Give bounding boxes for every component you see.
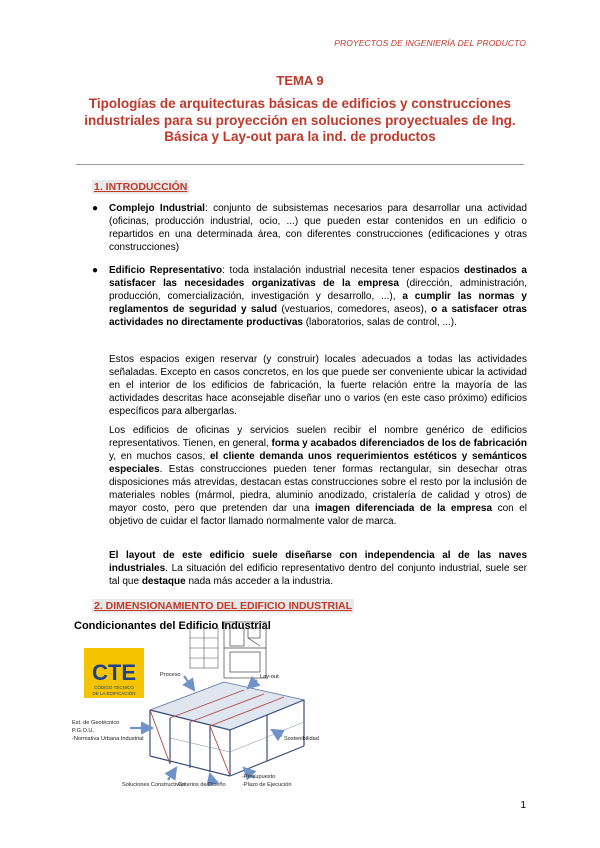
bold-span: el cliente demanda unos requerimientos estéticos y semánticos especiales: [109, 451, 527, 475]
bold-span: destinados a satisfacer las necesidades organizativas de la empresa: [109, 265, 527, 289]
cte-logo-subtitle: CÓDIGO TÉCNICO: [94, 685, 134, 690]
layout-floorplan: [224, 622, 266, 678]
section-heading-introduccion: 1. INTRODUCCIÓN: [94, 181, 188, 193]
label-presupuesto: -Presupuesto: [242, 774, 276, 780]
text-span: . Estas construcciones pueden tener formas rectangular, sin desechar otras disposiciones más atrevidas, destacan estas construcciones sobre el resto por la inclusión de materiales nobles (mármol, piedra, aluminio anodizado, cristalería de calidad y otros) de mayor costo, pero que pretenden dar una: [109, 464, 527, 514]
label-soluciones-constructivas: Soluciones Constructivas: [122, 782, 185, 788]
text-span: nada más acceder a la industria.: [185, 576, 334, 587]
paragraph-layout: [109, 549, 527, 588]
term-edificio-representativo: Edificio Representativo: [109, 265, 223, 276]
text-span: Los edificios de oficinas y servicios suelen recibir el nombre genérico de edificios representativos. Tienen, en general,: [109, 425, 527, 449]
bold-span: imagen diferenciada de la empresa: [314, 503, 493, 514]
bullet-marker: ●: [92, 203, 99, 214]
tema-heading: TEMA 9: [276, 73, 324, 88]
page-number: 1: [520, 800, 526, 811]
paragraph-espacios: Estos espacios exigen reservar (y construir) locales adecuados a todas las actividades señaladas. Excepto en casos concretos, en los que puede ser conveniente ubicar la actividad en el interior de los edificios de fabricación, la fuerte relación entre la mayoría de las actividades descritas hace aconsejable diseñar uno o varios (en este caso próximo) edificios específicos para albergarlas.: [109, 354, 527, 417]
section-heading-dimensionamiento: 2. DIMENSIONAMIENTO DEL EDIFICIO INDUSTRIAL: [94, 600, 353, 612]
text-span: con el objetivo de cuidar el factor llamado normalmente valor de marca.: [109, 503, 527, 527]
process-drawing: [190, 628, 218, 668]
bold-span: a cumplir las normas y reglamentos de seguridad y salud: [109, 291, 527, 315]
text-span: (dirección, administración, producción, comercialización, investigación y desarrollo, ...),: [109, 278, 527, 302]
text-span: : conjunto de subsistemas necesarios para desarrollar una actividad (oficinas, producción industrial, ocio, ...) que pueden estar contenidos en un edificio o repartidos en una determinada área, con diferentes construcciones (edificaciones y otras construcciones): [109, 203, 527, 253]
paragraph-complejo-industrial: [109, 202, 527, 254]
text-span: : toda instalación industrial necesita tener espacios: [222, 265, 464, 276]
bold-span: destaque: [141, 576, 186, 587]
label-plazo-ejecucion: -Plazo de Ejecución: [242, 782, 292, 788]
steel-frame-building: [150, 682, 304, 776]
industrial-building-diagram: [72, 618, 332, 788]
text-span: (laboratorios, salas de control, ...).: [302, 317, 457, 328]
figure-caption: Condicionantes del Edificio Industrial: [74, 620, 271, 632]
bold-span: o a satisfacer otras actividades no directamente productivas: [109, 304, 527, 328]
term-complejo-industrial: Complejo Industrial: [109, 203, 205, 214]
label-normativa: -Normativa Urbana Industrial: [72, 736, 144, 742]
label-layout: Lay-out: [260, 674, 279, 680]
cte-logo-text: CTE: [92, 660, 136, 685]
cte-logo-subtitle: DE LA EDIFICACIÓN: [92, 691, 136, 696]
label-proceso: Proceso: [160, 672, 181, 678]
title-divider: [76, 164, 524, 165]
running-header: PROYECTOS DE INGENIERÍA DEL PRODUCTO: [334, 38, 526, 48]
text-span: y, en muchos casos,: [109, 451, 210, 462]
bold-span: forma y acabados diferenciados de los de fabricación: [271, 438, 527, 449]
bullet-marker: ●: [92, 265, 99, 276]
document-title: Tipologías de arquitecturas básicas de edificios y construcciones industriales para su proyección en soluciones proyectuales de Ing. Básica y Lay-out para la ind. de productos: [84, 96, 516, 144]
bold-span: El layout de este edificio suele diseñarse con independencia al de las naves industriales: [109, 550, 527, 574]
label-sostenibilidad: Sostenibilidad: [284, 736, 319, 742]
paragraph-edificios-oficinas: [109, 424, 527, 528]
label-pgou: P.G.O.U.: [72, 728, 94, 734]
label-criterios-diseno: Criterios de Diseño: [178, 782, 226, 788]
text-span: (vestuarios, comedores, aseos),: [277, 304, 432, 315]
paragraph-edificio-representativo: [109, 264, 527, 329]
label-estudio-geotecnico: Est. de Geotécnico: [72, 720, 120, 726]
text-span: . La situación del edificio representativo dentro del conjunto industrial, suele ser tal que: [109, 563, 527, 587]
